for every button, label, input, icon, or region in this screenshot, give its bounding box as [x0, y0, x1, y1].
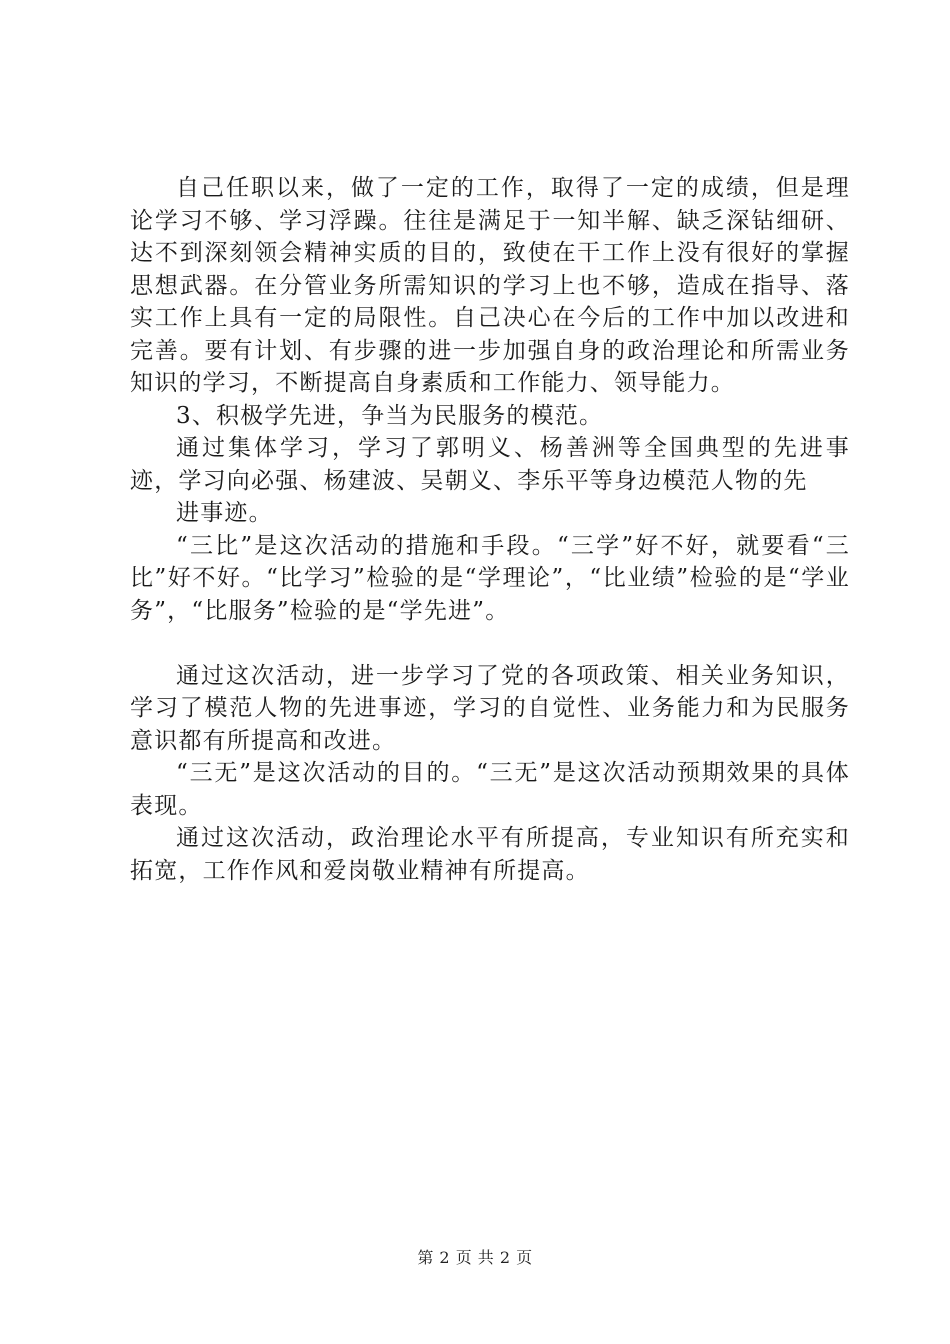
- paragraph-improvements: 通过这次活动，政治理论水平有所提高，专业知识有所充实和拓宽，工作作风和爱岗敬业精神有所提高。: [130, 825, 850, 884]
- paragraph-self-review: 自己任职以来，做了一定的工作，取得了一定的成绩，但是理论学习不够、学习浮躁。往往是满足于一知半解、缺乏深钻细研、达不到深刻领会精神实质的目的，致使在干工作上没有很好的掌握思想武器。在分管业务所需知识的学习上也不够，造成在指导、落实工作上具有一定的局限性。自己决心在今后的工作中加以改进和完善。要有计划、有步骤的进一步加强自身的政治理论和所需业务知识的学习，不断提高自身素质和工作能力、领导能力。: [130, 175, 850, 396]
- paragraph-three-comparisons: “三比”是这次活动的措施和手段。“三学”好不好，就要看“三比”好不好。“比学习”检验的是“学理论”，“比业绩”检验的是“学业务”，“比服务”检验的是“学先进”。: [130, 532, 850, 624]
- document-body: [130, 172, 850, 887]
- paragraph-collective-study: 通过集体学习，学习了郭明义、杨善洲等全国典型的先进事迹，学习向必强、杨建波、吴朝义、李乐平等身边模范人物的先: [130, 435, 850, 494]
- paragraph-activity-results: 通过这次活动，进一步学习了党的各项政策、相关业务知识，学习了模范人物的先进事迹，学习的自觉性、业务能力和为民服务意识都有所提高和改进。: [130, 662, 850, 754]
- page-number-footer: 第 2 页 共 2 页: [417, 1248, 533, 1267]
- paragraph-collective-study-continued: 进事迹。: [176, 500, 273, 526]
- paragraph-three-nos: “三无”是这次活动的目的。“三无”是这次活动预期效果的具体表现。: [130, 760, 850, 819]
- paragraph-heading-3: 3、积极学先进，争当为民服务的模范。: [176, 402, 604, 429]
- blank-line: [130, 627, 850, 660]
